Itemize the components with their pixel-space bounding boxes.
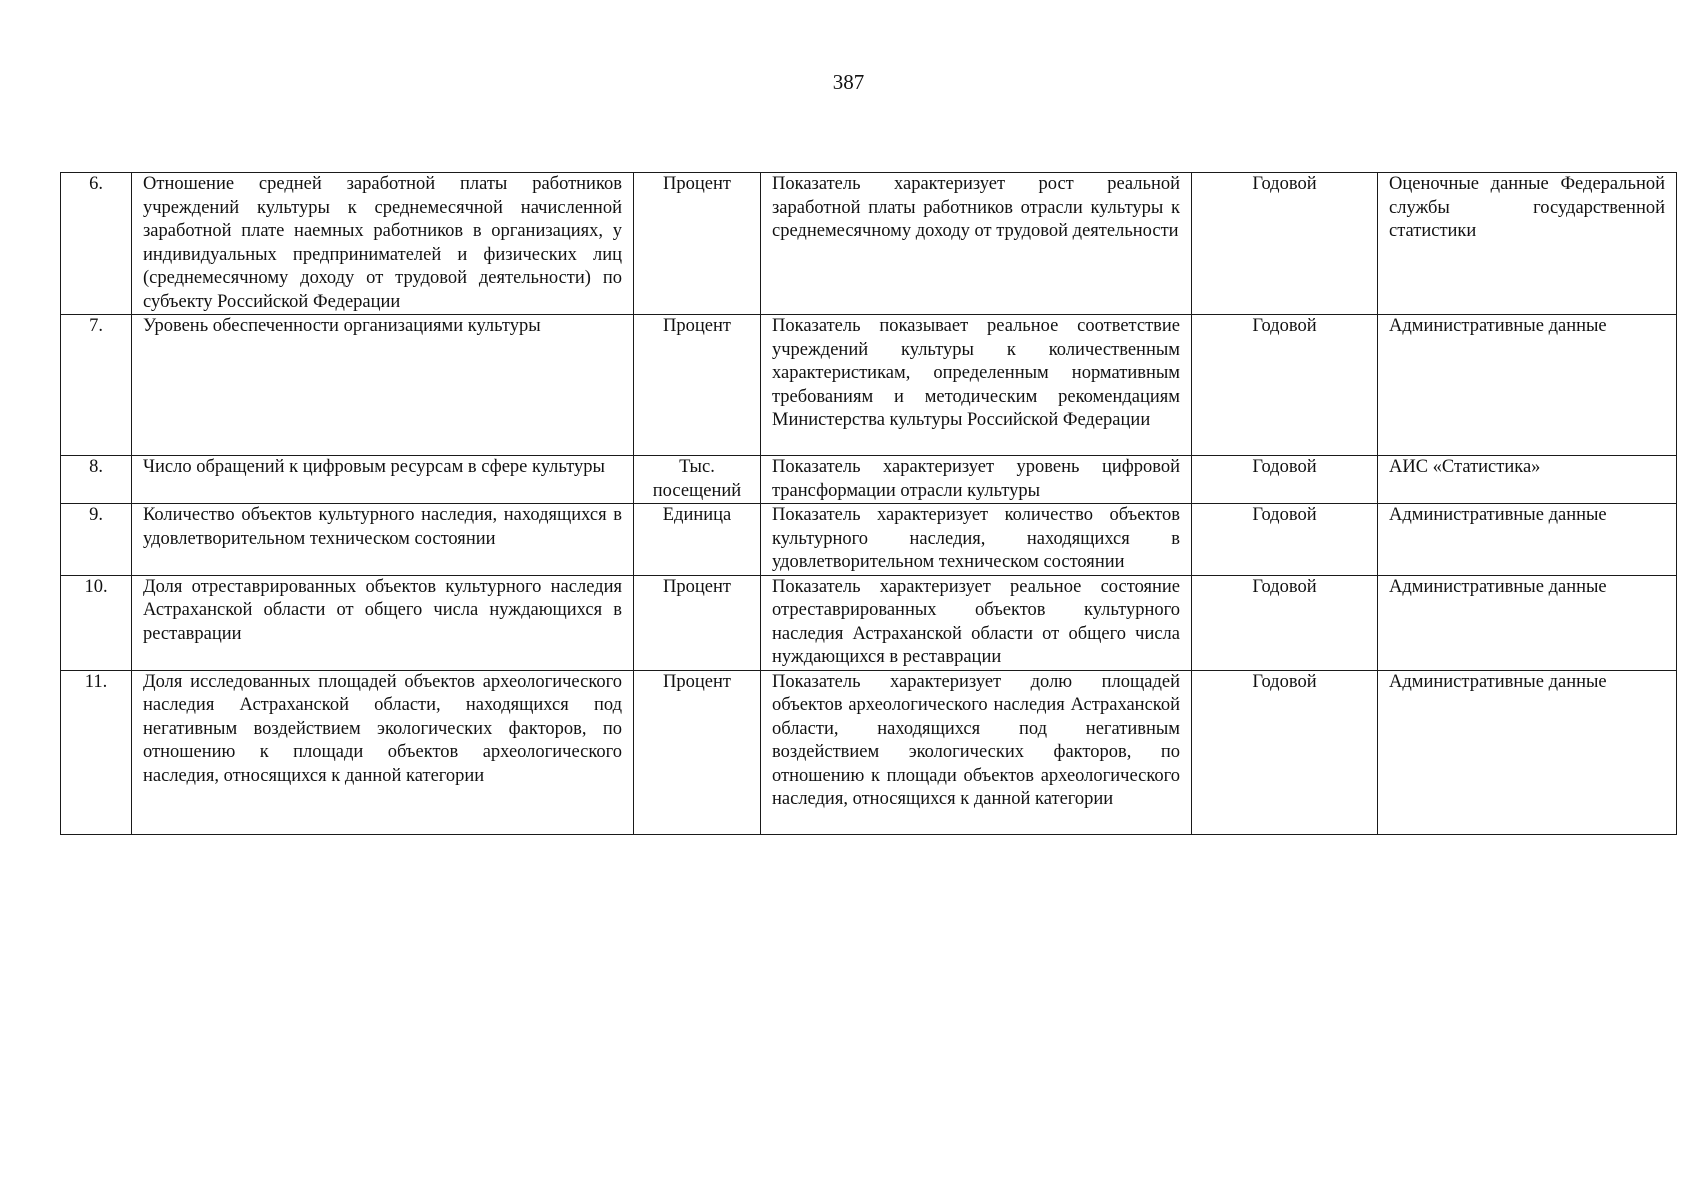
indicator-description: Показатель характеризует количество объектов культурного наследия, находящихся в удовлетворительном техническом состоянии	[761, 504, 1192, 576]
indicator-description: Показатель характеризует реальное состояние отреставрированных объектов культурного наследия Астраханской области от общего числа нуждающихся в реставрации	[761, 575, 1192, 670]
indicators-table	[60, 172, 1677, 835]
page-number: 387	[832, 70, 865, 94]
table-row	[61, 315, 1677, 456]
row-number: 11.	[61, 670, 132, 834]
row-number: 8.	[61, 456, 132, 504]
table-row	[61, 575, 1677, 670]
table-row	[61, 670, 1677, 834]
row-number: 9.	[61, 504, 132, 576]
table-row	[61, 504, 1677, 576]
row-number: 10.	[61, 575, 132, 670]
indicator-name: Уровень обеспеченности организациями культуры	[132, 315, 634, 456]
indicator-description: Показатель характеризует долю площадей объектов археологического наследия Астраханской области, находящихся под негативным воздействием экологических факторов, по отношению к площади объектов археологического наследия, относящихся к данной категории	[761, 670, 1192, 834]
indicator-name: Число обращений к цифровым ресурсам в сфере культуры	[132, 456, 634, 504]
periodicity: Годовой	[1192, 173, 1378, 315]
data-source: АИС «Статистика»	[1378, 456, 1677, 504]
table-row	[61, 173, 1677, 315]
periodicity: Годовой	[1192, 456, 1378, 504]
unit-of-measure: Процент	[634, 575, 761, 670]
data-source: Административные данные	[1378, 670, 1677, 834]
indicator-name: Доля исследованных площадей объектов археологического наследия Астраханской области, находящихся под негативным воздействием экологических факторов, по отношению к площади объектов археологического наследия, относящихся к данной категории	[132, 670, 634, 834]
data-source: Административные данные	[1378, 315, 1677, 456]
data-source: Оценочные данные Федеральной службы государственной статистики	[1378, 173, 1677, 315]
table-row	[61, 456, 1677, 504]
periodicity: Годовой	[1192, 575, 1378, 670]
row-number: 7.	[61, 315, 132, 456]
data-source: Административные данные	[1378, 504, 1677, 576]
indicator-name: Отношение средней заработной платы работников учреждений культуры к среднемесячной начисленной заработной плате наемных работников в организациях, у индивидуальных предпринимателей и физических лиц (среднемесячному доходу от трудовой деятельности) по субъекту Российской Федерации	[132, 173, 634, 315]
unit-of-measure: Тыс. посещений	[634, 456, 761, 504]
unit-of-measure: Процент	[634, 315, 761, 456]
unit-of-measure: Процент	[634, 173, 761, 315]
periodicity: Годовой	[1192, 504, 1378, 576]
indicator-description: Показатель показывает реальное соответствие учреждений культуры к количественным характеристикам, определенным нормативным требованиям и методическим рекомендациям Министерства культуры Российской Федерации	[761, 315, 1192, 456]
indicator-description: Показатель характеризует уровень цифровой трансформации отрасли культуры	[761, 456, 1192, 504]
data-source: Административные данные	[1378, 575, 1677, 670]
row-number: 6.	[61, 173, 132, 315]
unit-of-measure: Процент	[634, 670, 761, 834]
periodicity: Годовой	[1192, 670, 1378, 834]
unit-of-measure: Единица	[634, 504, 761, 576]
indicator-name: Доля отреставрированных объектов культурного наследия Астраханской области от общего числа нуждающихся в реставрации	[132, 575, 634, 670]
indicator-name: Количество объектов культурного наследия, находящихся в удовлетворительном техническом состоянии	[132, 504, 634, 576]
periodicity: Годовой	[1192, 315, 1378, 456]
indicator-description: Показатель характеризует рост реальной заработной платы работников отрасли культуры к среднемесячному доходу от трудовой деятельности	[761, 173, 1192, 315]
